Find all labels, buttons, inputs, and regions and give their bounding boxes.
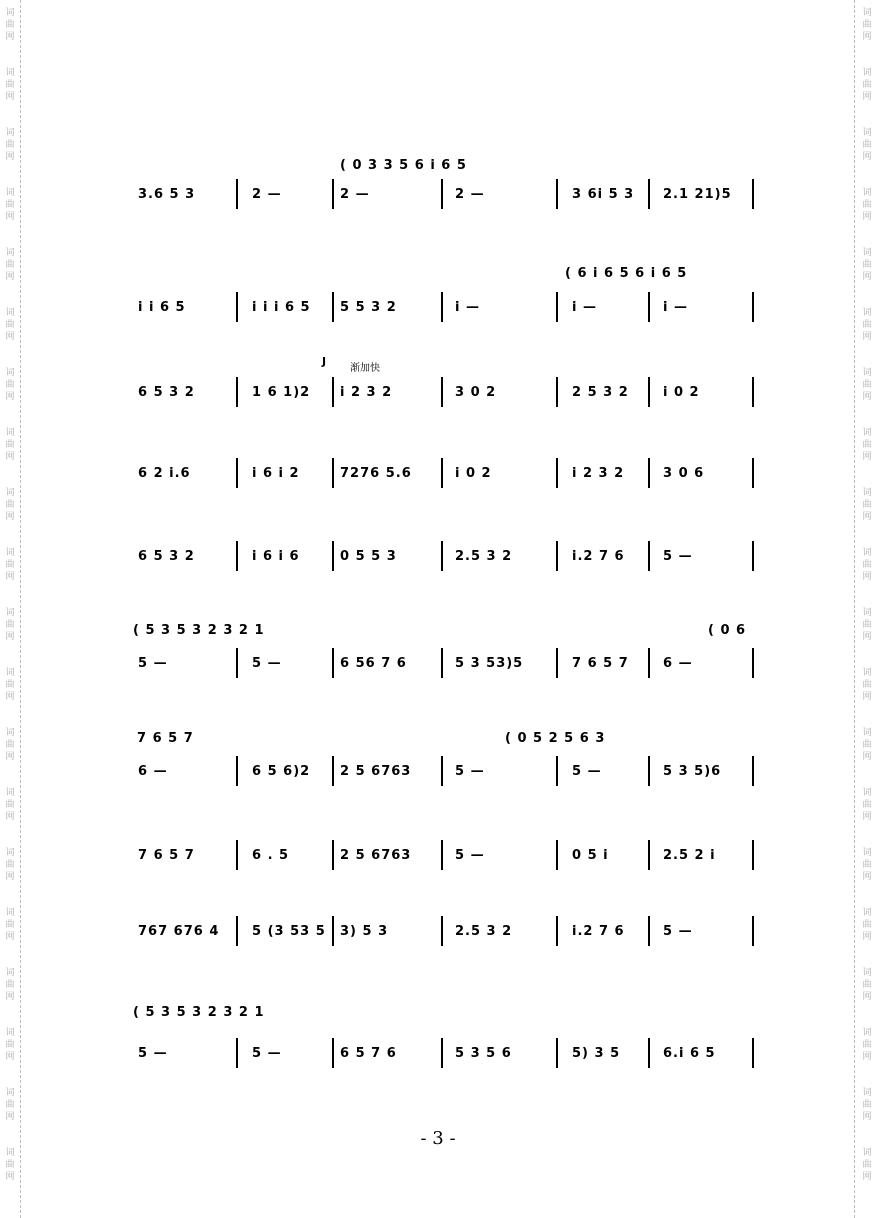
watermark-glyph: 网	[5, 332, 15, 342]
measure-notes: 7276 5.6	[340, 466, 412, 481]
bar-line	[556, 916, 558, 946]
bar-line	[441, 756, 443, 786]
watermark-glyph: 曲	[862, 1100, 872, 1110]
intro-phrase-right: ( 0 5 2 5 6 3	[505, 731, 606, 746]
watermark-glyph: 词	[5, 428, 15, 438]
measure-notes: 5 —	[138, 1046, 168, 1061]
watermark-glyph: 词	[5, 488, 15, 498]
watermark-glyph: 曲	[5, 1040, 15, 1050]
watermark-glyph: 词	[862, 1088, 872, 1098]
page-number: - 3 -	[420, 1128, 456, 1149]
measure-notes: i 0 2	[663, 385, 700, 400]
watermark-glyph: 曲	[5, 80, 15, 90]
watermark-glyph: 网	[862, 512, 872, 522]
measure-notes: 2 —	[340, 187, 370, 202]
measure-notes: 3 0 2	[455, 385, 497, 400]
watermark-glyph: 曲	[5, 140, 15, 150]
watermark-glyph: 网	[862, 1112, 872, 1122]
bar-line	[752, 377, 754, 407]
measure-notes: 6 5 3 2	[138, 385, 195, 400]
watermark-glyph: 网	[5, 812, 15, 822]
watermark-glyph: 词	[862, 968, 872, 978]
watermark-glyph: 曲	[5, 920, 15, 930]
watermark-glyph: 曲	[5, 620, 15, 630]
watermark-glyph: 曲	[5, 380, 15, 390]
measure-notes: 767 676 4	[138, 924, 220, 939]
measure-notes: 5 —	[455, 764, 485, 779]
watermark-glyph: 网	[862, 272, 872, 282]
intro-phrase: 7 6 5 7	[137, 731, 194, 746]
watermark-glyph: 网	[862, 392, 872, 402]
measure-notes: 2 —	[252, 187, 282, 202]
measure-notes: i 0 2	[455, 466, 492, 481]
bar-line	[441, 541, 443, 571]
bar-line	[752, 916, 754, 946]
measure-notes: 2.5 3 2	[455, 924, 513, 939]
measure-notes: 5 3 5 6	[455, 1046, 512, 1061]
measure-notes: 6 —	[663, 656, 693, 671]
measure-notes: 3 0 6	[663, 466, 705, 481]
bar-line	[648, 756, 650, 786]
intro-phrase-right: ( 0 6	[708, 623, 747, 638]
bar-line	[236, 648, 238, 678]
measure-notes: i i 6 5	[138, 300, 186, 315]
bar-line	[752, 648, 754, 678]
watermark-glyph: 网	[5, 32, 15, 42]
measure-notes: 1 6 1)2	[252, 385, 311, 400]
watermark-glyph: 词	[862, 8, 872, 18]
bar-line	[556, 179, 558, 209]
measure-notes: 2 —	[455, 187, 485, 202]
measure-notes: 5 —	[252, 1046, 282, 1061]
watermark-glyph: 词	[5, 368, 15, 378]
measure-notes: 5 (3 53 5	[252, 924, 326, 939]
watermark-glyph: 曲	[5, 800, 15, 810]
bar-line	[236, 916, 238, 946]
measure-notes: i —	[455, 300, 480, 315]
watermark-glyph: 词	[5, 188, 15, 198]
bar-line	[332, 648, 334, 678]
watermark-glyph: 网	[5, 212, 15, 222]
watermark-glyph: 词	[862, 428, 872, 438]
watermark-glyph: 曲	[862, 1160, 872, 1170]
watermark-glyph: 词	[862, 608, 872, 618]
watermark-glyph: 网	[862, 992, 872, 1002]
bar-line	[648, 840, 650, 870]
watermark-glyph: 网	[5, 152, 15, 162]
bar-line	[441, 916, 443, 946]
bar-line	[441, 179, 443, 209]
bar-line	[752, 292, 754, 322]
watermark-glyph: 曲	[862, 380, 872, 390]
bar-line	[332, 179, 334, 209]
watermark-glyph: 网	[5, 452, 15, 462]
watermark-glyph: 网	[862, 1052, 872, 1062]
watermark-glyph: 词	[5, 8, 15, 18]
watermark-glyph: 词	[862, 368, 872, 378]
bar-line	[236, 292, 238, 322]
watermark-glyph: 词	[862, 128, 872, 138]
bar-line	[332, 1038, 334, 1068]
bar-line	[648, 292, 650, 322]
measure-notes: 5 3 5)6	[663, 764, 722, 779]
bar-line	[441, 377, 443, 407]
watermark-glyph: 曲	[5, 740, 15, 750]
measure-notes: 5 —	[252, 656, 282, 671]
bar-line	[556, 458, 558, 488]
watermark-glyph: 曲	[5, 980, 15, 990]
watermark-glyph: 曲	[862, 800, 872, 810]
watermark-glyph: 词	[5, 848, 15, 858]
watermark-glyph: 词	[5, 668, 15, 678]
watermark-glyph: 网	[5, 992, 15, 1002]
watermark-glyph: 网	[862, 332, 872, 342]
watermark-glyph: 网	[5, 692, 15, 702]
watermark-glyph: 曲	[862, 80, 872, 90]
measure-notes: 5) 3 5	[572, 1046, 621, 1061]
watermark-glyph: 网	[862, 692, 872, 702]
watermark-glyph: 网	[5, 272, 15, 282]
measure-notes: 2 5 6763	[340, 848, 412, 863]
watermark-glyph: 曲	[862, 1040, 872, 1050]
watermark-glyph: 网	[862, 1172, 872, 1182]
watermark-glyph: 词	[862, 548, 872, 558]
watermark-glyph: 词	[5, 68, 15, 78]
bar-line	[332, 840, 334, 870]
bar-line	[556, 1038, 558, 1068]
measure-notes: 6 5 6)2	[252, 764, 311, 779]
bar-line	[236, 840, 238, 870]
bar-line	[332, 756, 334, 786]
bar-line	[236, 458, 238, 488]
watermark-glyph: 网	[5, 1052, 15, 1062]
watermark-glyph: 曲	[5, 20, 15, 30]
watermark-glyph: 词	[5, 1148, 15, 1158]
watermark-glyph: 网	[5, 1172, 15, 1182]
watermark-glyph: 曲	[862, 140, 872, 150]
intro-phrase: ( 5 3 5 3 2 3 2 1	[133, 623, 265, 638]
watermark-glyph: 曲	[5, 320, 15, 330]
bar-line	[648, 179, 650, 209]
watermark-glyph: 词	[5, 128, 15, 138]
watermark-glyph: 词	[862, 68, 872, 78]
watermark-glyph: 曲	[862, 680, 872, 690]
watermark-glyph: 网	[5, 512, 15, 522]
bar-line	[441, 1038, 443, 1068]
watermark-glyph: 词	[5, 608, 15, 618]
watermark-glyph: 词	[5, 728, 15, 738]
watermark-glyph: 网	[862, 632, 872, 642]
measure-notes: 0 5 5 3	[340, 549, 397, 564]
bar-line	[752, 1038, 754, 1068]
watermark-glyph: 曲	[862, 980, 872, 990]
measure-notes: 3.6 5 3	[138, 187, 196, 202]
bar-line	[332, 458, 334, 488]
watermark-glyph: 曲	[862, 500, 872, 510]
watermark-glyph: 曲	[862, 620, 872, 630]
bar-line	[332, 541, 334, 571]
measure-notes: 3 6i 5 3	[572, 187, 635, 202]
measure-notes: 5 —	[572, 764, 602, 779]
measure-notes: 0 5 i	[572, 848, 609, 863]
bar-line	[648, 377, 650, 407]
watermark-glyph: 词	[862, 668, 872, 678]
watermark-glyph: 词	[862, 248, 872, 258]
bar-line	[648, 916, 650, 946]
watermark-glyph: 词	[862, 908, 872, 918]
watermark-glyph: 曲	[5, 440, 15, 450]
bar-line	[752, 179, 754, 209]
watermark-glyph: 网	[862, 212, 872, 222]
measure-notes: i —	[572, 300, 597, 315]
measure-notes: 5 —	[138, 656, 168, 671]
measure-notes: 6 56 7 6	[340, 656, 407, 671]
watermark-glyph: 词	[5, 968, 15, 978]
watermark-glyph: 曲	[862, 260, 872, 270]
measure-notes: 5 —	[663, 924, 693, 939]
measure-notes: 6 5 7 6	[340, 1046, 397, 1061]
bar-line	[441, 458, 443, 488]
measure-notes: i 2 3 2	[572, 466, 625, 481]
bar-line	[752, 541, 754, 571]
bar-line	[556, 840, 558, 870]
measure-notes: i i i 6 5	[252, 300, 311, 315]
watermark-glyph: 曲	[5, 560, 15, 570]
bar-line	[556, 292, 558, 322]
watermark-glyph: 词	[862, 788, 872, 798]
watermark-glyph: 词	[5, 1028, 15, 1038]
watermark-glyph: 曲	[862, 560, 872, 570]
watermark-glyph: 网	[5, 872, 15, 882]
watermark-glyph: 词	[862, 728, 872, 738]
bar-line	[441, 292, 443, 322]
breath-mark: J	[322, 355, 327, 368]
bar-line	[441, 840, 443, 870]
bar-line	[556, 756, 558, 786]
watermark-glyph: 网	[862, 32, 872, 42]
bar-line	[752, 756, 754, 786]
watermark-glyph: 曲	[5, 500, 15, 510]
measure-notes: i 2 3 2	[340, 385, 393, 400]
bar-line	[648, 541, 650, 571]
watermark-glyph: 词	[862, 308, 872, 318]
bar-line	[752, 840, 754, 870]
watermark-glyph: 网	[862, 752, 872, 762]
measure-notes: i.2 7 6	[572, 924, 625, 939]
bar-line	[752, 458, 754, 488]
measure-notes: 5 3 53)5	[455, 656, 524, 671]
bar-line	[648, 1038, 650, 1068]
watermark-glyph: 曲	[5, 1100, 15, 1110]
measure-notes: 6 —	[138, 764, 168, 779]
bar-line	[441, 648, 443, 678]
bar-line	[332, 916, 334, 946]
watermark-glyph: 曲	[5, 200, 15, 210]
watermark-glyph: 词	[862, 488, 872, 498]
bar-line	[556, 648, 558, 678]
bar-line	[332, 377, 334, 407]
watermark-glyph: 网	[862, 872, 872, 882]
watermark-glyph: 网	[862, 812, 872, 822]
bar-line	[648, 458, 650, 488]
watermark-glyph: 词	[862, 1028, 872, 1038]
watermark-glyph: 曲	[862, 200, 872, 210]
watermark-glyph: 曲	[862, 860, 872, 870]
measure-notes: 6.i 6 5	[663, 1046, 716, 1061]
watermark-glyph: 曲	[862, 740, 872, 750]
watermark-glyph: 词	[862, 848, 872, 858]
watermark-glyph: 词	[5, 308, 15, 318]
measure-notes: i 6 i 2	[252, 466, 300, 481]
intro-phrase: ( 6 i 6 5 6 i 6 5	[565, 266, 688, 281]
measure-notes: 6 2 i.6	[138, 466, 191, 481]
watermark-glyph: 网	[5, 392, 15, 402]
watermark-glyph: 曲	[862, 20, 872, 30]
watermark-glyph: 网	[862, 152, 872, 162]
bar-line	[236, 541, 238, 571]
watermark-glyph: 网	[5, 752, 15, 762]
measure-notes: 2.1 21)5	[663, 187, 732, 202]
watermark-glyph: 词	[862, 188, 872, 198]
measure-notes: i 6 i 6	[252, 549, 300, 564]
measure-notes: 2 5 6763	[340, 764, 412, 779]
measure-notes: 6 5 3 2	[138, 549, 195, 564]
watermark-glyph: 曲	[5, 260, 15, 270]
measure-notes: 5 5 3 2	[340, 300, 397, 315]
measure-notes: i —	[663, 300, 688, 315]
watermark-glyph: 词	[5, 788, 15, 798]
watermark-glyph: 曲	[5, 1160, 15, 1170]
watermark-glyph: 词	[5, 248, 15, 258]
watermark-glyph: 网	[5, 632, 15, 642]
intro-phrase: ( 0 3 3 5 6 i 6 5	[340, 158, 467, 173]
measure-notes: 7 6 5 7	[572, 656, 629, 671]
watermark-glyph: 网	[5, 1112, 15, 1122]
measure-notes: 5 —	[663, 549, 693, 564]
watermark-glyph: 网	[862, 452, 872, 462]
measure-notes: 5 —	[455, 848, 485, 863]
watermark-glyph: 曲	[5, 860, 15, 870]
measure-notes: 2 5 3 2	[572, 385, 629, 400]
watermark-glyph: 词	[5, 1088, 15, 1098]
watermark-glyph: 网	[862, 92, 872, 102]
watermark-glyph: 网	[5, 572, 15, 582]
bar-line	[556, 377, 558, 407]
measure-notes: 7 6 5 7	[138, 848, 195, 863]
watermark-glyph: 词	[5, 548, 15, 558]
measure-notes: 6 . 5	[252, 848, 290, 863]
bar-line	[236, 377, 238, 407]
measure-notes: 3) 5 3	[340, 924, 389, 939]
bar-line	[332, 292, 334, 322]
watermark-glyph: 网	[5, 932, 15, 942]
watermark-glyph: 网	[862, 932, 872, 942]
watermark-glyph: 网	[862, 572, 872, 582]
bar-line	[556, 541, 558, 571]
watermark-glyph: 曲	[862, 920, 872, 930]
bar-line	[236, 179, 238, 209]
watermark-glyph: 词	[5, 908, 15, 918]
watermark-glyph: 曲	[862, 320, 872, 330]
watermark-glyph: 曲	[862, 440, 872, 450]
bar-line	[236, 756, 238, 786]
tempo-marking: 渐加快	[350, 363, 380, 374]
bar-line	[648, 648, 650, 678]
measure-notes: 2.5 3 2	[455, 549, 513, 564]
watermark-glyph: 词	[862, 1148, 872, 1158]
intro-phrase: ( 5 3 5 3 2 3 2 1	[133, 1005, 265, 1020]
measure-notes: i.2 7 6	[572, 549, 625, 564]
measure-notes: 2.5 2 i	[663, 848, 716, 863]
watermark-glyph: 网	[5, 92, 15, 102]
bar-line	[236, 1038, 238, 1068]
watermark-glyph: 曲	[5, 680, 15, 690]
